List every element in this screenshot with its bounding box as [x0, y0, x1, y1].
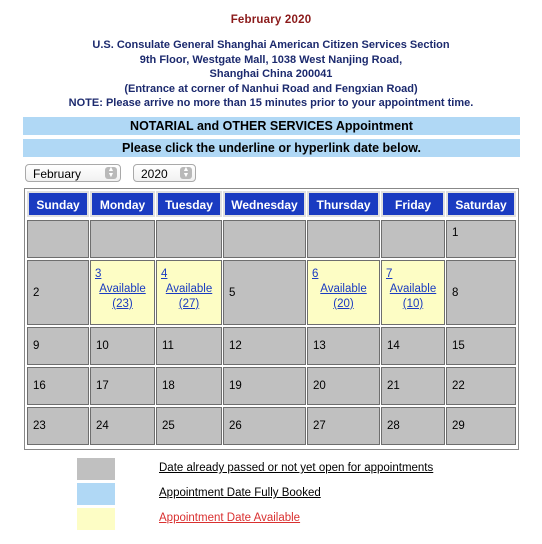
- calendar-day: [446, 407, 516, 445]
- day-number: 14: [387, 340, 400, 352]
- legend-swatch-booked: [77, 483, 115, 505]
- day-number: 29: [452, 420, 465, 432]
- day-number: 28: [387, 420, 400, 432]
- info-line: 9th Floor, Westgate Mall, 1038 West Nanjing Road,: [139, 53, 403, 66]
- calendar-day: [156, 367, 222, 405]
- availability-link[interactable]: Available: [165, 283, 213, 295]
- calendar-day: [446, 260, 516, 325]
- select-arrows-icon: ▲ ▼: [105, 167, 117, 179]
- calendar-day: [307, 407, 380, 445]
- day-number: 23: [33, 420, 46, 432]
- availability-link[interactable]: Available: [320, 283, 367, 295]
- info-line: (Entrance at corner of Nanhui Road and Fengxian Road): [124, 82, 418, 95]
- day-number: 24: [96, 420, 109, 432]
- day-number: 12: [229, 340, 242, 352]
- legend-swatch-past: [77, 458, 115, 480]
- calendar-day: [27, 407, 89, 445]
- weekday-header: Tuesday: [156, 191, 222, 217]
- instruction-bar: Please click the underline or hyperlink date below.: [23, 139, 520, 157]
- calendar-day: [381, 220, 445, 258]
- consulate-info: [0, 38, 542, 111]
- calendar-day: [446, 367, 516, 405]
- calendar-day: [223, 220, 306, 258]
- day-number: 11: [162, 340, 174, 352]
- legend-booked-label: Appointment Date Fully Booked: [159, 487, 321, 499]
- day-number: 17: [96, 380, 109, 392]
- availability-count[interactable]: (23): [112, 298, 133, 310]
- month-select[interactable]: [25, 164, 121, 182]
- calendar-day: [307, 327, 380, 365]
- day-number: 10: [96, 340, 109, 352]
- calendar-day: [27, 367, 89, 405]
- day-number: 1: [452, 227, 459, 239]
- year-select-value: 2020: [141, 167, 168, 181]
- day-number: 2: [33, 286, 40, 299]
- legend-past-label: Date already passed or not yet open for appointments: [159, 462, 434, 474]
- day-number: 22: [452, 380, 465, 392]
- calendar-day-available[interactable]: [381, 260, 445, 325]
- calendar-day: [446, 220, 516, 258]
- calendar-day-available[interactable]: [90, 260, 155, 325]
- calendar-grid: [24, 188, 519, 450]
- day-link[interactable]: 6: [312, 268, 319, 280]
- day-number: 25: [162, 420, 175, 432]
- day-link[interactable]: 4: [161, 268, 168, 280]
- day-number: 21: [387, 380, 400, 392]
- calendar-day: [90, 367, 155, 405]
- day-number: 9: [33, 340, 40, 352]
- availability-count[interactable]: (27): [178, 298, 200, 310]
- calendar-day: [27, 220, 89, 258]
- day-number: 18: [162, 380, 175, 392]
- calendar-day: [90, 327, 155, 365]
- availability-link[interactable]: Available: [99, 283, 146, 295]
- day-number: 20: [313, 380, 326, 392]
- weekday-header: Thursday: [307, 191, 380, 217]
- page-title: February 2020: [230, 14, 312, 26]
- calendar-day: [223, 327, 306, 365]
- day-link[interactable]: 3: [95, 268, 102, 280]
- day-number: 27: [313, 420, 326, 432]
- calendar-day: [27, 260, 89, 325]
- select-arrows-icon: ▲ ▼: [180, 167, 192, 179]
- legend-swatch-available: [77, 508, 115, 530]
- day-number: 16: [33, 380, 46, 392]
- legend-available-label: Appointment Date Available: [159, 512, 301, 524]
- weekday-header: Wednesday: [223, 191, 306, 217]
- calendar-day: [446, 327, 516, 365]
- calendar-day-available[interactable]: [156, 260, 222, 325]
- calendar-day: [223, 260, 306, 325]
- month-select-value: February: [33, 167, 82, 181]
- calendar-day: [223, 367, 306, 405]
- availability-link[interactable]: Available: [389, 283, 437, 295]
- calendar-day: [156, 220, 222, 258]
- info-line: U.S. Consulate General Shanghai American Citizen Services Section: [92, 39, 450, 51]
- day-number: 5: [229, 286, 236, 299]
- day-number: 19: [229, 380, 242, 392]
- calendar-day: [381, 327, 445, 365]
- service-title-bar: NOTARIAL and OTHER SERVICES Appointment: [23, 117, 520, 135]
- info-note: NOTE: Please arrive no more than 15 minutes prior to your appointment time.: [68, 97, 474, 110]
- calendar-day: [156, 407, 222, 445]
- calendar-day: [90, 220, 155, 258]
- availability-count[interactable]: (20): [333, 298, 354, 310]
- calendar-day: [223, 407, 306, 445]
- day-number: 26: [229, 420, 242, 432]
- calendar-day: [156, 327, 222, 365]
- day-number: 8: [452, 286, 459, 299]
- day-number: 15: [452, 340, 465, 352]
- calendar-day: [307, 220, 380, 258]
- info-line: Shanghai China 200041: [209, 68, 333, 81]
- year-select[interactable]: [133, 164, 196, 182]
- calendar-day: [381, 367, 445, 405]
- day-number: 13: [313, 340, 326, 352]
- weekday-header: Monday: [90, 191, 155, 217]
- calendar-day: [27, 327, 89, 365]
- weekday-header: Sunday: [27, 191, 89, 217]
- calendar-day: [307, 367, 380, 405]
- weekday-header: Saturday: [446, 191, 516, 217]
- calendar-day: [90, 407, 155, 445]
- weekday-header: Friday: [381, 191, 445, 217]
- day-link[interactable]: 7: [386, 268, 393, 280]
- availability-count[interactable]: (10): [402, 298, 424, 310]
- calendar-day-available[interactable]: [307, 260, 380, 325]
- calendar-day: [381, 407, 445, 445]
